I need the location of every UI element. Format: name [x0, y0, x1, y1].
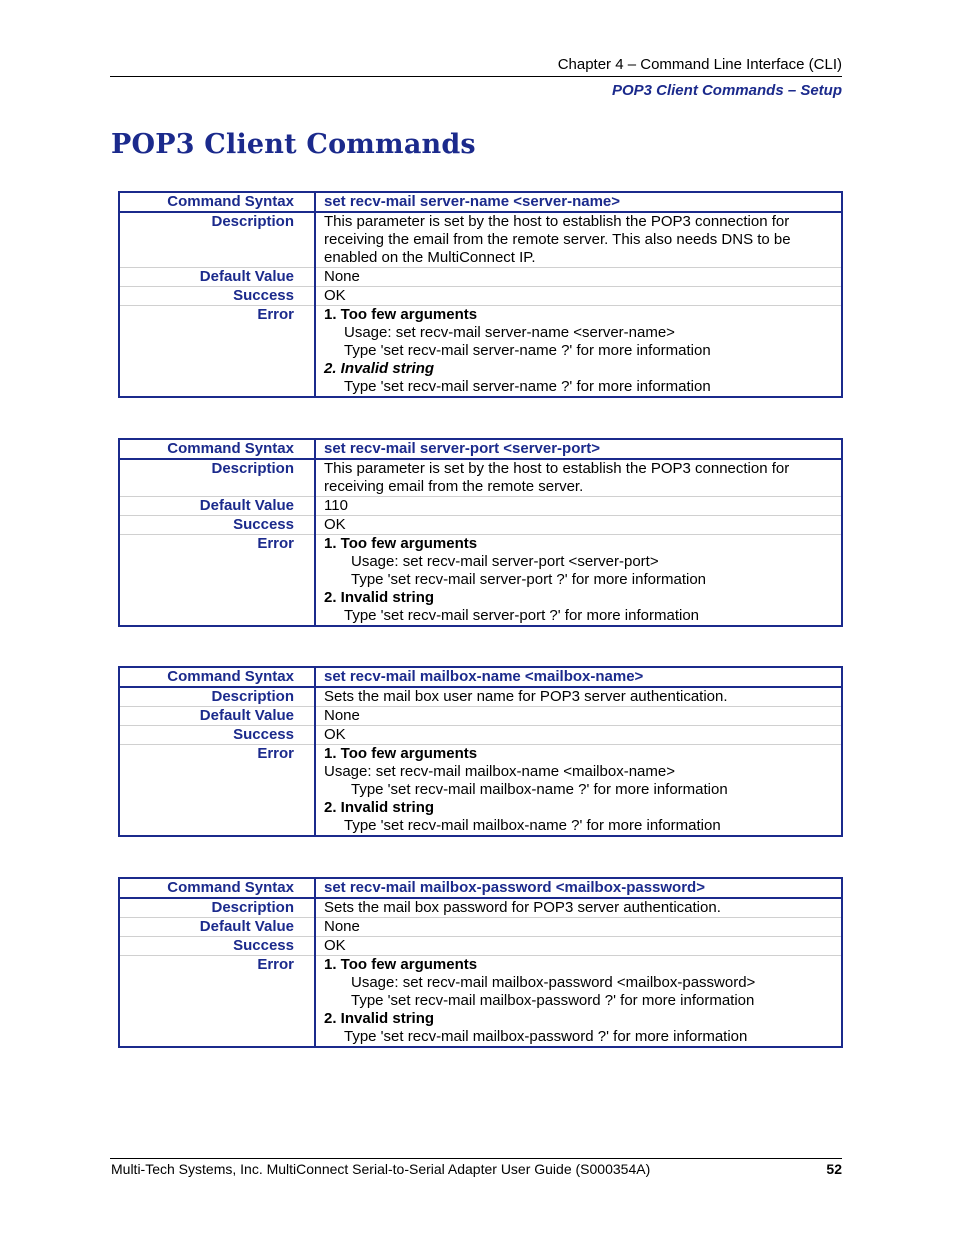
error-1-title: 1. Too few arguments: [324, 745, 478, 762]
error-1-title: 1. Too few arguments: [324, 306, 478, 323]
error-1-usage: Usage: set recv-mail mailbox-password <mailbox-password>: [351, 974, 756, 991]
page-number: 52: [826, 1161, 842, 1177]
default-value: None: [315, 918, 842, 937]
success-label: Success: [119, 937, 315, 956]
command-table-mailbox-password: [118, 877, 843, 1048]
footer-divider: [110, 1158, 842, 1159]
error-value: [315, 956, 842, 1048]
syntax-label: Command Syntax: [119, 878, 315, 898]
error-1-info: Type 'set recv-mail server-name ?' for more information: [344, 342, 711, 359]
success-label: Success: [119, 726, 315, 745]
error-1-info: Type 'set recv-mail server-port ?' for more information: [351, 571, 707, 588]
default-label: Default Value: [119, 497, 315, 516]
error-1-info: Type 'set recv-mail mailbox-name ?' for more information: [351, 781, 728, 798]
description-label: Description: [119, 687, 315, 707]
error-2-title: 2. Invalid string: [324, 589, 435, 606]
success-label: Success: [119, 516, 315, 535]
success-value: OK: [315, 516, 842, 535]
description-value: Sets the mail box password for POP3 server authentication.: [315, 898, 842, 918]
default-value: None: [315, 268, 842, 287]
success-value: OK: [315, 937, 842, 956]
description-label: Description: [119, 898, 315, 918]
default-value: 110: [315, 497, 842, 516]
error-2-info: Type 'set recv-mail mailbox-password ?' for more information: [344, 1028, 748, 1045]
error-1-title: 1. Too few arguments: [324, 535, 478, 552]
syntax-label: Command Syntax: [119, 667, 315, 687]
success-value: OK: [315, 287, 842, 306]
error-label: Error: [119, 306, 315, 398]
error-value: [315, 306, 842, 398]
description-value: This parameter is set by the host to establish the POP3 connection for receiving the email from the remote server. This also needs DNS to be enabled on the MultiConnect IP.: [315, 212, 842, 268]
page-title: POP3 Client Commands: [111, 129, 476, 160]
default-value: None: [315, 707, 842, 726]
syntax-value: set recv-mail mailbox-password <mailbox-password>: [315, 878, 842, 898]
error-label: Error: [119, 745, 315, 837]
syntax-label: Command Syntax: [119, 439, 315, 459]
description-label: Description: [119, 459, 315, 497]
footer-text: Multi-Tech Systems, Inc. MultiConnect Serial-to-Serial Adapter User Guide (S000354A): [111, 1161, 651, 1177]
error-label: Error: [119, 956, 315, 1048]
error-value: [315, 745, 842, 837]
success-value: OK: [315, 726, 842, 745]
error-2-info: Type 'set recv-mail server-name ?' for more information: [344, 378, 711, 395]
description-value: This parameter is set by the host to establish the POP3 connection for receiving email from the remote server.: [315, 459, 842, 497]
syntax-value: set recv-mail mailbox-name <mailbox-name>: [315, 667, 842, 687]
error-label: Error: [119, 535, 315, 627]
error-2-title: 2. Invalid string: [324, 360, 435, 377]
error-1-usage: Usage: set recv-mail mailbox-name <mailbox-name>: [324, 763, 675, 780]
syntax-label: Command Syntax: [119, 192, 315, 212]
error-1-title: 1. Too few arguments: [324, 956, 478, 973]
syntax-value: set recv-mail server-port <server-port>: [315, 439, 842, 459]
syntax-value: set recv-mail server-name <server-name>: [315, 192, 842, 212]
description-label: Description: [119, 212, 315, 268]
description-value: Sets the mail box user name for POP3 server authentication.: [315, 687, 842, 707]
command-table-mailbox-name: [118, 666, 843, 837]
default-label: Default Value: [119, 268, 315, 287]
header-divider: [110, 76, 842, 77]
error-2-title: 2. Invalid string: [324, 1010, 435, 1027]
error-1-info: Type 'set recv-mail mailbox-password ?' for more information: [351, 992, 755, 1009]
default-label: Default Value: [119, 707, 315, 726]
error-2-title: 2. Invalid string: [324, 799, 435, 816]
chapter-heading: Chapter 4 – Command Line Interface (CLI): [557, 56, 842, 73]
error-value: [315, 535, 842, 627]
command-table-server-port: [118, 438, 843, 627]
success-label: Success: [119, 287, 315, 306]
error-2-info: Type 'set recv-mail server-port ?' for more information: [344, 607, 700, 624]
error-1-usage: Usage: set recv-mail server-port <server-port>: [351, 553, 659, 570]
command-table-server-name: [118, 191, 843, 398]
error-1-usage: Usage: set recv-mail server-name <server-name>: [344, 324, 675, 341]
default-label: Default Value: [119, 918, 315, 937]
section-heading: POP3 Client Commands – Setup: [611, 82, 842, 99]
error-2-info: Type 'set recv-mail mailbox-name ?' for more information: [344, 817, 721, 834]
